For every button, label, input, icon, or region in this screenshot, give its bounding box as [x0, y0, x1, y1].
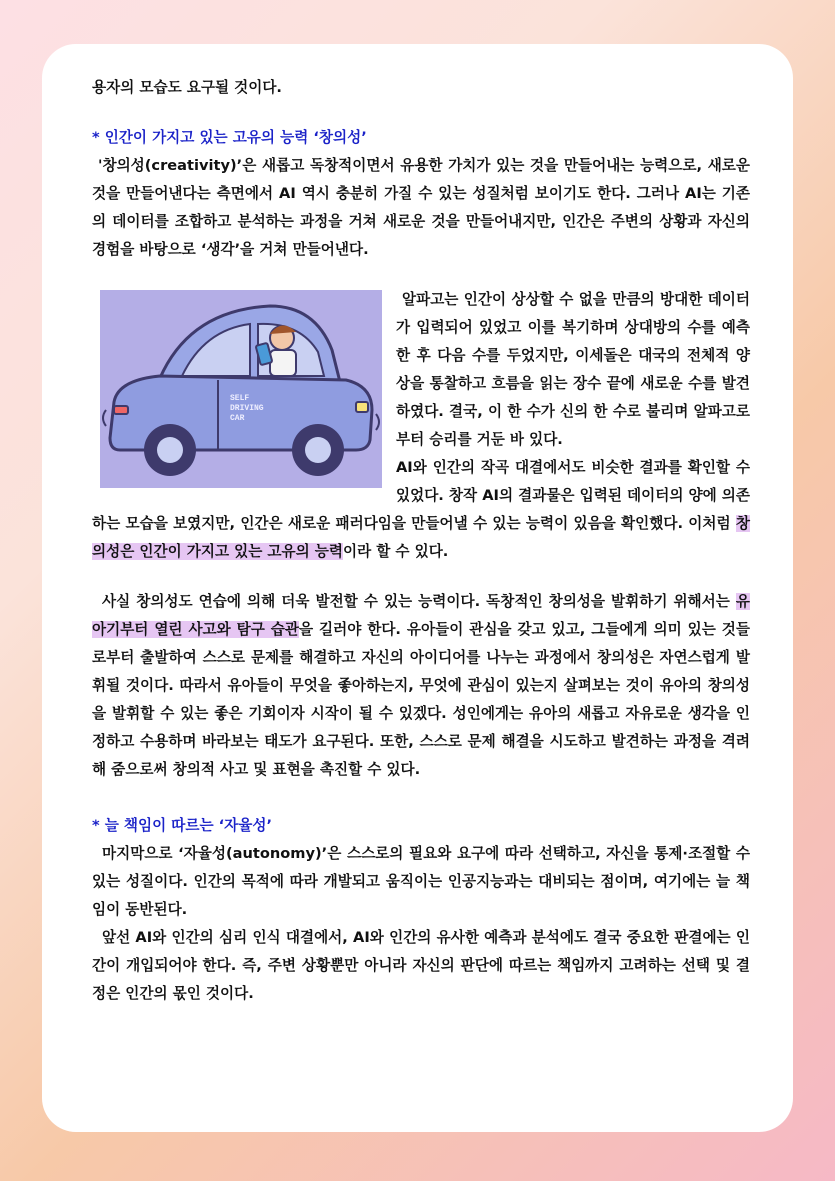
section-heading-creativity: * 인간이 가지고 있는 고유의 능력 ‘창의성’ [92, 129, 367, 146]
car-text-line: DRIVING [230, 404, 264, 413]
paragraph-text: 이라 할 수 있다. [342, 543, 449, 560]
intro-line: 용자의 모습도 요구될 것이다. [92, 79, 282, 96]
paragraph: 알파고는 인간이 상상할 수 없을 만큼의 방대한 데이터가 입력되어 있었고 이를 복기하며 상대방의 수를 예측한 후 다음 수를 두었지만, 이세돌은 대국의 전체적 양상을 통찰하고 흐름을 읽는 장수 끝에 새로운 수를 발견하였다. 결국, 이 한 수가 신의 한 수로 불리며 알파고로부터 승리를 거둔 바 있다. [396, 291, 750, 448]
paragraph-text: 을 길러야 한다. 유아들이 관심을 갖고 있고, 그들에게 의미 있는 것들로부터 출발하여 스스로 문제를 해결하고 자신의 아이디어를 나누는 과정에서 창의성은 자연스럽게 발휘될 것이다. 따라서 유아들이 무엇을 좋아하는지, 무엇에 관심이 있는지 살펴보는 것이 유아의 창의성을 발휘할 수 있는 좋은 기회이자 시작이 될 수 있겠다. 성인에게는 유아의 새롭고 자유로운 생각을 인정하고 수용하며 바라보는 태도가 요구된다. 또한, 스스로 문제 해결을 시도하고 발견하는 과정을 격려해 줌으로써 창의적 사고 및 표현을 촉진할 수 있다. [92, 621, 750, 778]
car-text-line: SELF [230, 394, 250, 403]
paragraph: 앞선 AI와 인간의 심리 인식 대결에서, AI와 인간의 유사한 예측과 분석에도 결국 중요한 판결에는 인간이 개입되어야 한다. 즉, 주변 상황뿐만 아니라 자신의 판단에 따르는 책임까지 고려하는 선택 및 결정은 인간의 몫인 것이다. [92, 929, 750, 1002]
car-illustration-icon [100, 290, 382, 488]
highlighted-text: 유아기부터 열린 사고와 탐구 습관 [92, 593, 750, 638]
self-driving-car-image [100, 290, 382, 488]
paragraph-text: 사실 창의성도 연습에 의해 더욱 발전할 수 있는 능력이다. 독창적인 창의성을 발휘하기 위해서는 [102, 593, 736, 610]
car-text-line: CAR [230, 414, 245, 423]
paragraph-text: AI와 인간의 작곡 대결에서도 비슷한 결과를 확인할 수 있었다. 창작 AI의 결과물은 입력된 데이터의 양에 의존하는 모습을 보였지만, 인간은 새로운 패러다임을 만들어낼 수 있는 능력이 있음을 확인했다. 이처럼 [92, 459, 750, 532]
paragraph: 마지막으로 ‘자율성(autonomy)’은 스스로의 필요와 요구에 따라 선택하고, 자신을 통제·조절할 수 있는 성질이다. 인간의 목적에 따라 개발되고 움직이는 인공지능과는 대비되는 점이며, 여기에는 늘 책임이 동반된다. [92, 845, 750, 918]
page-card [42, 44, 793, 1132]
highlighted-text: 창의성은 인간이 가지고 있는 고유의 능력 [92, 515, 750, 560]
paragraph: '창의성(creativity)’은 새롭고 독창적이면서 유용한 가치가 있는 것을 만들어내는 능력으로, 새로운 것을 만들어낸다는 측면에서 AI 역시 충분히 가질 수 있는 성질처럼 보이기도 한다. 그러나 AI는 기존의 데이터를 조합하고 분석하는 과정을 거쳐 새로운 것을 만들어내지만, 인간은 주변의 상황과 자신의 경험을 바탕으로 ‘생각’을 거쳐 만들어낸다. [92, 157, 750, 258]
document-body [92, 74, 750, 1008]
paragraph [92, 588, 750, 784]
section-heading-autonomy: * 늘 책임이 따르는 ‘자율성’ [92, 817, 273, 834]
